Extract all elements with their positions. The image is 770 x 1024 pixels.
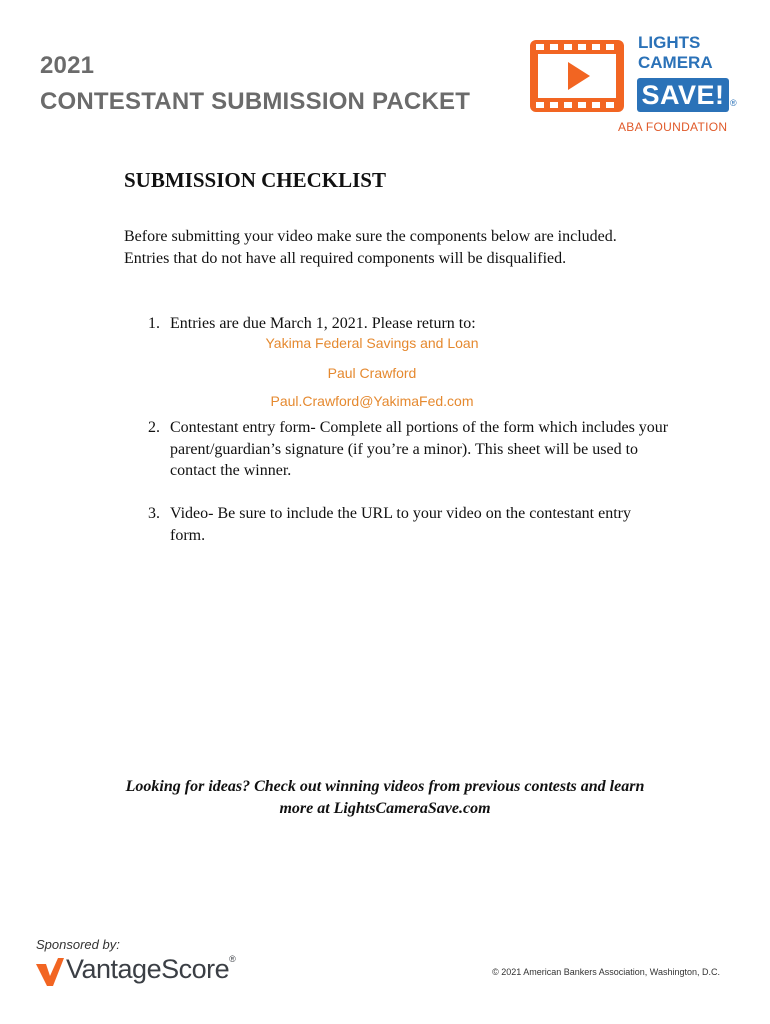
ideas-callout: Looking for ideas? Check out winning videos from previous contests and learn more at LightsCameraSave.com [125, 778, 645, 817]
item-number: 3. [148, 505, 160, 522]
logo-lights: LIGHTS [638, 33, 701, 52]
item-number: 2. [148, 419, 160, 436]
checklist-title: SUBMISSION CHECKLIST [124, 168, 386, 192]
copyright: © 2021 American Bankers Association, Washington, D.C. [492, 967, 720, 977]
sponsored-label: Sponsored by: [36, 937, 120, 952]
item-text: Video- Be sure to include the URL to your video on the contestant entry form. [170, 505, 631, 544]
checklist-intro: Before submitting your video make sure the components below are included. Entries that do not have all required components will be disqualified. [124, 228, 617, 267]
vantagescore-mark-icon [36, 956, 64, 986]
item-text: Contestant entry form- Complete all portions of the form which includes your parent/guardian’s signature (if you’re a minor). This sheet will be used to contact the winner. [170, 419, 669, 479]
registered-mark: ® [730, 98, 737, 108]
page-title: CONTESTANT SUBMISSION PACKET [40, 88, 471, 115]
item-text: Entries are due March 1, 2021. Please return to: [170, 315, 476, 332]
header-year: 2021 [40, 52, 95, 79]
contact-email[interactable]: Paul.Crawford@YakimaFed.com [270, 393, 474, 409]
logo-save: SAVE! [641, 80, 725, 110]
logo-camera: CAMERA [638, 53, 713, 72]
checklist-item-2 [148, 417, 678, 483]
contact-organization: Yakima Federal Savings and Loan [265, 335, 479, 351]
sponsor-wordmark: VantageScore [66, 954, 230, 984]
checklist-item-1 [148, 313, 678, 335]
aba-foundation: ABA FOUNDATION [618, 120, 728, 134]
sponsor-registered-mark: ® [229, 954, 236, 964]
film-play-icon [528, 38, 626, 114]
sponsor-name [66, 954, 235, 985]
lights-camera-save-logo [528, 34, 746, 138]
contact-name: Paul Crawford [327, 365, 417, 381]
item-number: 1. [148, 315, 160, 332]
checklist-item-3 [148, 503, 678, 547]
